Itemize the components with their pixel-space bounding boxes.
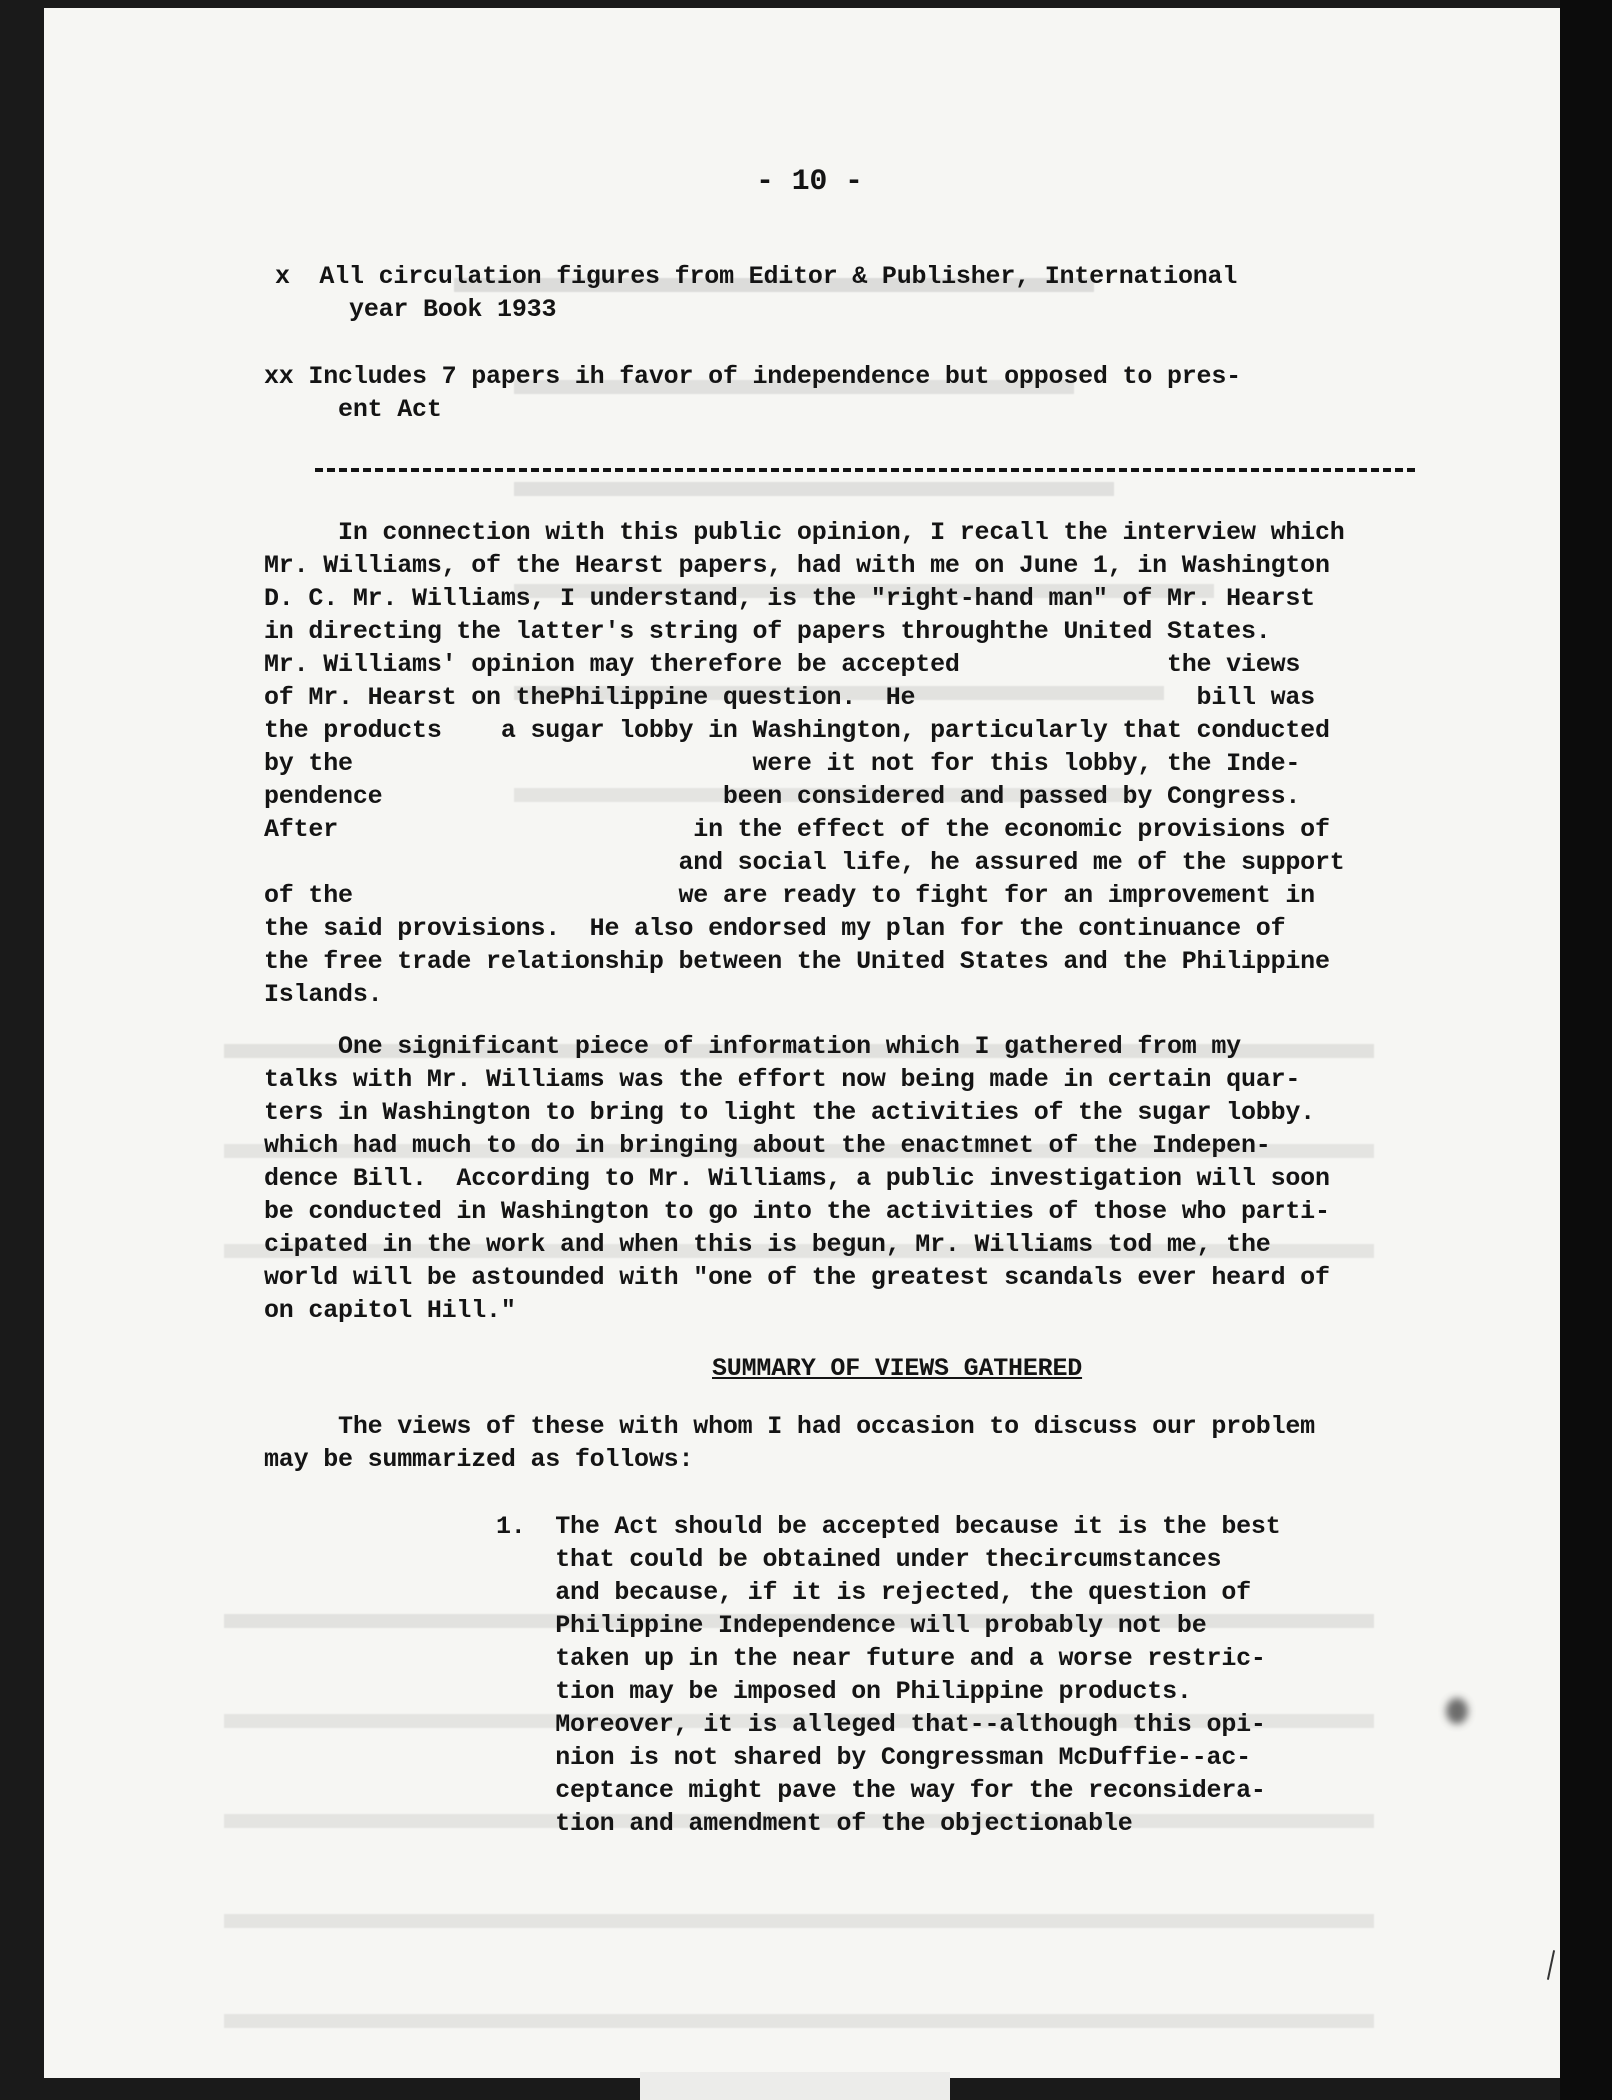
footnote-line: ent Act	[264, 395, 442, 424]
footnote-line: xx Includes 7 papers ih favor of independence but opposed to pres-	[264, 362, 1241, 391]
list-item-line: and because, if it is rejected, the question of	[496, 1578, 1251, 1607]
paragraph-line: of the we are ready to fight for an improvement in	[264, 881, 1315, 910]
paragraph-line: pendence been considered and passed by Congress.	[264, 782, 1301, 811]
paragraph-line: talks with Mr. Williams was the effort now being made in certain quar-	[264, 1065, 1301, 1094]
paragraph-line: After in the effect of the economic provisions of	[264, 815, 1330, 844]
page-number: - 10 -	[756, 165, 863, 199]
paragraph-line: Mr. Williams, of the Hearst papers, had with me on June 1, in Washington	[264, 551, 1330, 580]
paragraph-line: of Mr. Hearst on thePhilippine question. He bill was	[264, 683, 1315, 712]
paragraph-line: The views of these with whom I had occasion to discuss our problem	[264, 1412, 1315, 1441]
list-item-line: Philippine Independence will probably not be	[496, 1611, 1207, 1640]
paragraph-line: may be summarized as follows:	[264, 1445, 694, 1474]
paragraph-line: which had much to do in bringing about the enactmnet of the Indepen-	[264, 1131, 1271, 1160]
list-item-line: taken up in the near future and a worse restric-	[496, 1644, 1266, 1673]
paragraph-line: by the were it not for this lobby, the Inde-	[264, 749, 1301, 778]
paragraph-line: ters in Washington to bring to light the activities of the sugar lobby.	[264, 1098, 1315, 1127]
paragraph-line: the free trade relationship between the United States and the Philippine	[264, 947, 1330, 976]
ink-smudge	[1446, 1698, 1468, 1724]
summary-item-1	[496, 1510, 1281, 1906]
footnote-line: x All circulation figures from Editor & Publisher, International	[275, 262, 1238, 291]
paragraph-line: be conducted in Washington to go into the activities of those who parti-	[264, 1197, 1330, 1226]
paragraph-line: D. C. Mr. Williams, I understand, is the "right-hand man" of Mr. Hearst	[264, 584, 1315, 613]
section-heading: SUMMARY OF VIEWS GATHERED	[712, 1354, 1083, 1383]
document-page	[44, 8, 1584, 2078]
paragraph-line: in directing the latter's string of papers throughthe United States.	[264, 617, 1271, 646]
paragraph-line: cipated in the work and when this is begun, Mr. Williams tod me, the	[264, 1230, 1271, 1259]
film-tab	[640, 2072, 950, 2100]
footnote-line: year Book 1933	[275, 295, 557, 324]
list-item-line: tion may be imposed on Philippine products.	[496, 1677, 1192, 1706]
paragraph-line: In connection with this public opinion, I recall the interview which	[264, 518, 1345, 547]
paragraph-line: the products a sugar lobby in Washington, particularly that conducted	[264, 716, 1330, 745]
list-item-line: ceptance might pave the way for the reconsidera-	[496, 1776, 1266, 1805]
paragraph-line: One significant piece of information which I gathered from my	[264, 1032, 1241, 1061]
scan-border	[1560, 0, 1612, 2100]
list-item-line: nion is not shared by Congressman McDuffie--ac-	[496, 1743, 1251, 1772]
paragraph-line: on capitol Hill."	[264, 1296, 516, 1325]
list-item-line: Moreover, it is alleged that--although this opi-	[496, 1710, 1266, 1739]
paragraph-line: Mr. Williams' opinion may therefore be accepted the views	[264, 650, 1301, 679]
paragraph-line: the said provisions. He also endorsed my plan for the continuance of	[264, 914, 1286, 943]
dashed-separator	[315, 468, 1415, 476]
list-item-line: that could be obtained under thecircumstances	[496, 1545, 1222, 1574]
paragraph-line: dence Bill. According to Mr. Williams, a public investigation will soon	[264, 1164, 1330, 1193]
paragraph-line: and social life, he assured me of the support	[264, 848, 1345, 877]
list-item-line: 1. The Act should be accepted because it is the best	[496, 1512, 1281, 1541]
scratch-mark	[1547, 1950, 1555, 1980]
paragraph-line: world will be astounded with "one of the greatest scandals ever heard of	[264, 1263, 1330, 1292]
paragraph-line: Islands.	[264, 980, 383, 1009]
list-item-line: tion and amendment of the objectionable	[496, 1809, 1133, 1838]
